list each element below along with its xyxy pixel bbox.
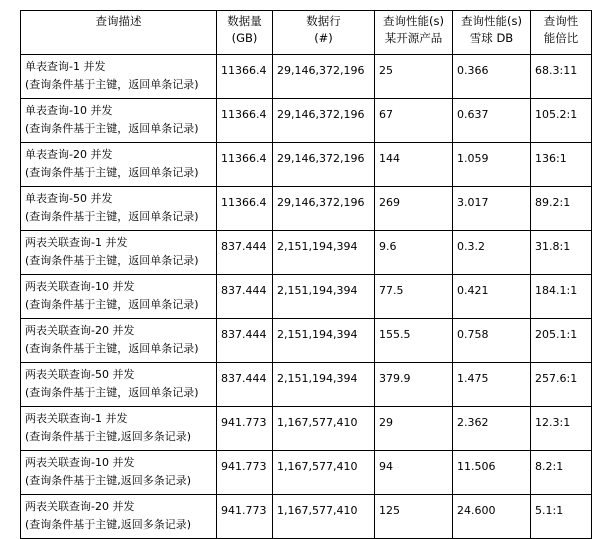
cell-data-size [217, 231, 273, 275]
cell-data-size-value: 11366.4 [221, 64, 267, 77]
cell-perf-ratio [531, 319, 592, 363]
cell-perf-open-source [375, 55, 453, 99]
cell-data-rows-value: 1,167,577,410 [277, 460, 358, 473]
cell-perf-xueqiu-db [453, 143, 531, 187]
cell-data-rows [273, 363, 375, 407]
cell-perf-ratio-value: 89.2:1 [535, 196, 571, 209]
query-condition: (查询条件基于主键,返回多条记录) [25, 430, 192, 443]
cell-perf-ratio [531, 231, 592, 275]
cell-data-rows-value: 1,167,577,410 [277, 504, 358, 517]
cell-perf-open-source-value: 94 [379, 460, 393, 473]
cell-data-size-value: 11366.4 [221, 152, 267, 165]
table-row [21, 407, 592, 451]
cell-perf-xueqiu-db [453, 407, 531, 451]
cell-data-size-value: 941.773 [221, 504, 267, 517]
header-query-description [21, 11, 217, 55]
table-row [21, 451, 592, 495]
query-condition: (查询条件基于主键，返回单条记录) [25, 254, 199, 267]
cell-perf-open-source [375, 275, 453, 319]
cell-perf-xueqiu-db-value: 1.059 [457, 152, 489, 165]
cell-data-rows [273, 231, 375, 275]
cell-data-rows [273, 187, 375, 231]
cell-perf-open-source [375, 99, 453, 143]
cell-data-size [217, 451, 273, 495]
cell-perf-open-source [375, 231, 453, 275]
cell-perf-ratio-value: 184.1:1 [535, 284, 578, 297]
cell-perf-xueqiu-db [453, 451, 531, 495]
query-condition: (查询条件基于主键,返回多条记录) [25, 518, 192, 531]
query-title: 单表查询-50 并发 [25, 192, 113, 205]
cell-perf-ratio-value: 12.3:1 [535, 416, 571, 429]
cell-perf-open-source [375, 187, 453, 231]
query-title: 两表关联查询-10 并发 [25, 456, 135, 469]
cell-perf-xueqiu-db-value: 0.366 [457, 64, 489, 77]
cell-perf-open-source-value: 144 [379, 152, 400, 165]
cell-data-rows-value: 29,146,372,196 [277, 108, 365, 121]
cell-data-size [217, 99, 273, 143]
cell-query-description [21, 231, 217, 275]
cell-data-size-value: 837.444 [221, 284, 267, 297]
query-condition: (查询条件基于主键，返回单条记录) [25, 122, 199, 135]
query-condition: (查询条件基于主键，返回单条记录) [25, 298, 199, 311]
cell-data-rows [273, 275, 375, 319]
cell-perf-open-source [375, 363, 453, 407]
cell-data-rows [273, 451, 375, 495]
cell-data-size [217, 495, 273, 539]
query-condition: (查询条件基于主键，返回单条记录) [25, 166, 199, 179]
cell-perf-xueqiu-db-value: 11.506 [457, 460, 496, 473]
table-row [21, 99, 592, 143]
cell-query-description [21, 495, 217, 539]
cell-perf-ratio-value: 31.8:1 [535, 240, 571, 253]
query-title: 两表关联查询-10 并发 [25, 280, 135, 293]
query-title: 单表查询-20 并发 [25, 148, 113, 161]
cell-data-size [217, 319, 273, 363]
cell-perf-xueqiu-db [453, 275, 531, 319]
table-row [21, 495, 592, 539]
performance-table [20, 10, 592, 539]
cell-perf-open-source [375, 407, 453, 451]
cell-perf-xueqiu-db-value: 0.758 [457, 328, 489, 341]
cell-perf-ratio-value: 8.2:1 [535, 460, 564, 473]
cell-data-size-value: 941.773 [221, 460, 267, 473]
cell-perf-xueqiu-db-value: 0.637 [457, 108, 489, 121]
cell-perf-xueqiu-db [453, 231, 531, 275]
cell-data-size-value: 837.444 [221, 240, 267, 253]
cell-perf-open-source-value: 269 [379, 196, 400, 209]
cell-perf-xueqiu-db [453, 363, 531, 407]
query-condition: (查询条件基于主键，返回单条记录) [25, 342, 199, 355]
cell-data-rows-value: 2,151,194,394 [277, 284, 358, 297]
header-line-1: 查询性 [543, 14, 579, 28]
table-row [21, 143, 592, 187]
cell-data-size [217, 143, 273, 187]
header-perf-xueqiu-db [453, 11, 531, 55]
cell-perf-ratio-value: 257.6:1 [535, 372, 578, 385]
header-line-2: (#) [314, 31, 333, 45]
query-title: 两表关联查询-1 并发 [25, 236, 128, 249]
cell-perf-xueqiu-db-value: 2.362 [457, 416, 489, 429]
cell-perf-ratio [531, 451, 592, 495]
cell-data-size [217, 55, 273, 99]
cell-data-size [217, 363, 273, 407]
header-data-rows [273, 11, 375, 55]
cell-data-rows-value: 29,146,372,196 [277, 152, 365, 165]
query-condition: (查询条件基于主键，返回单条记录) [25, 386, 199, 399]
query-condition: (查询条件基于主键，返回单条记录) [25, 210, 199, 223]
header-line-2: 某开源产品 [384, 31, 443, 45]
header-line-1: 数据行 [306, 14, 341, 28]
cell-perf-open-source-value: 379.9 [379, 372, 411, 385]
cell-perf-open-source-value: 25 [379, 64, 393, 77]
cell-perf-open-source-value: 155.5 [379, 328, 411, 341]
cell-perf-ratio-value: 105.2:1 [535, 108, 578, 121]
query-title: 两表关联查询-50 并发 [25, 368, 135, 381]
cell-data-size-value: 11366.4 [221, 108, 267, 121]
header-line-1: 查询描述 [95, 14, 142, 28]
query-title: 两表关联查询-1 并发 [25, 412, 128, 425]
header-line-1: 数据量 [227, 14, 262, 28]
cell-query-description [21, 407, 217, 451]
cell-perf-ratio [531, 99, 592, 143]
header-line-1: 查询性能(s) [383, 14, 444, 28]
cell-data-rows-value: 2,151,194,394 [277, 240, 358, 253]
table-body [21, 55, 592, 539]
cell-perf-ratio-value: 136:1 [535, 152, 567, 165]
cell-perf-open-source [375, 495, 453, 539]
cell-perf-xueqiu-db-value: 1.475 [457, 372, 489, 385]
cell-data-size-value: 837.444 [221, 372, 267, 385]
cell-data-size [217, 407, 273, 451]
cell-perf-open-source-value: 77.5 [379, 284, 404, 297]
cell-data-rows [273, 99, 375, 143]
cell-perf-xueqiu-db-value: 0.3.2 [457, 240, 485, 253]
query-condition: (查询条件基于主键，返回单条记录) [25, 78, 199, 91]
cell-perf-ratio [531, 407, 592, 451]
cell-query-description [21, 99, 217, 143]
cell-perf-xueqiu-db [453, 55, 531, 99]
query-title: 两表关联查询-20 并发 [25, 324, 135, 337]
query-title: 单表查询-1 并发 [25, 60, 106, 73]
header-perf-ratio [531, 11, 592, 55]
cell-perf-open-source-value: 125 [379, 504, 400, 517]
table-row [21, 363, 592, 407]
cell-perf-ratio [531, 363, 592, 407]
cell-perf-open-source-value: 29 [379, 416, 393, 429]
cell-query-description [21, 451, 217, 495]
cell-perf-xueqiu-db-value: 3.017 [457, 196, 489, 209]
header-line-2: 能倍比 [543, 31, 579, 45]
cell-data-size-value: 837.444 [221, 328, 267, 341]
cell-perf-ratio [531, 187, 592, 231]
cell-perf-open-source-value: 9.6 [379, 240, 397, 253]
cell-perf-ratio-value: 68.3:11 [535, 64, 578, 77]
cell-data-size-value: 941.773 [221, 416, 267, 429]
query-title: 两表关联查询-20 并发 [25, 500, 135, 513]
cell-perf-open-source [375, 143, 453, 187]
cell-data-size [217, 187, 273, 231]
cell-perf-xueqiu-db-value: 24.600 [457, 504, 496, 517]
cell-data-rows [273, 143, 375, 187]
table-row [21, 231, 592, 275]
cell-query-description [21, 55, 217, 99]
cell-perf-xueqiu-db [453, 495, 531, 539]
cell-perf-ratio [531, 275, 592, 319]
cell-data-rows-value: 1,167,577,410 [277, 416, 358, 429]
cell-query-description [21, 363, 217, 407]
cell-data-rows-value: 29,146,372,196 [277, 196, 365, 209]
cell-perf-ratio-value: 5.1:1 [535, 504, 564, 517]
cell-data-rows-value: 29,146,372,196 [277, 64, 365, 77]
cell-data-rows [273, 495, 375, 539]
cell-query-description [21, 319, 217, 363]
table-row [21, 55, 592, 99]
query-title: 单表查询-10 并发 [25, 104, 113, 117]
header-line-2: 雪球 DB [469, 31, 514, 45]
cell-perf-xueqiu-db [453, 319, 531, 363]
cell-query-description [21, 275, 217, 319]
query-condition: (查询条件基于主键,返回多条记录) [25, 474, 192, 487]
cell-data-rows [273, 55, 375, 99]
cell-perf-ratio [531, 495, 592, 539]
cell-data-rows [273, 407, 375, 451]
cell-data-size-value: 11366.4 [221, 196, 267, 209]
cell-perf-ratio [531, 143, 592, 187]
cell-perf-xueqiu-db [453, 187, 531, 231]
cell-perf-open-source [375, 319, 453, 363]
cell-data-size [217, 275, 273, 319]
table-row [21, 319, 592, 363]
cell-perf-open-source [375, 451, 453, 495]
table-header [21, 11, 592, 55]
cell-data-rows [273, 319, 375, 363]
cell-query-description [21, 187, 217, 231]
header-perf-open-source [375, 11, 453, 55]
header-data-size [217, 11, 273, 55]
header-row [21, 11, 592, 55]
cell-perf-xueqiu-db [453, 99, 531, 143]
cell-perf-open-source-value: 67 [379, 108, 393, 121]
cell-data-rows-value: 2,151,194,394 [277, 328, 358, 341]
cell-perf-ratio-value: 205.1:1 [535, 328, 578, 341]
cell-data-rows-value: 2,151,194,394 [277, 372, 358, 385]
cell-perf-xueqiu-db-value: 0.421 [457, 284, 489, 297]
header-line-1: 查询性能(s) [461, 14, 522, 28]
cell-perf-ratio [531, 55, 592, 99]
table-row [21, 187, 592, 231]
table-row [21, 275, 592, 319]
cell-query-description [21, 143, 217, 187]
header-line-2: (GB) [231, 31, 258, 45]
